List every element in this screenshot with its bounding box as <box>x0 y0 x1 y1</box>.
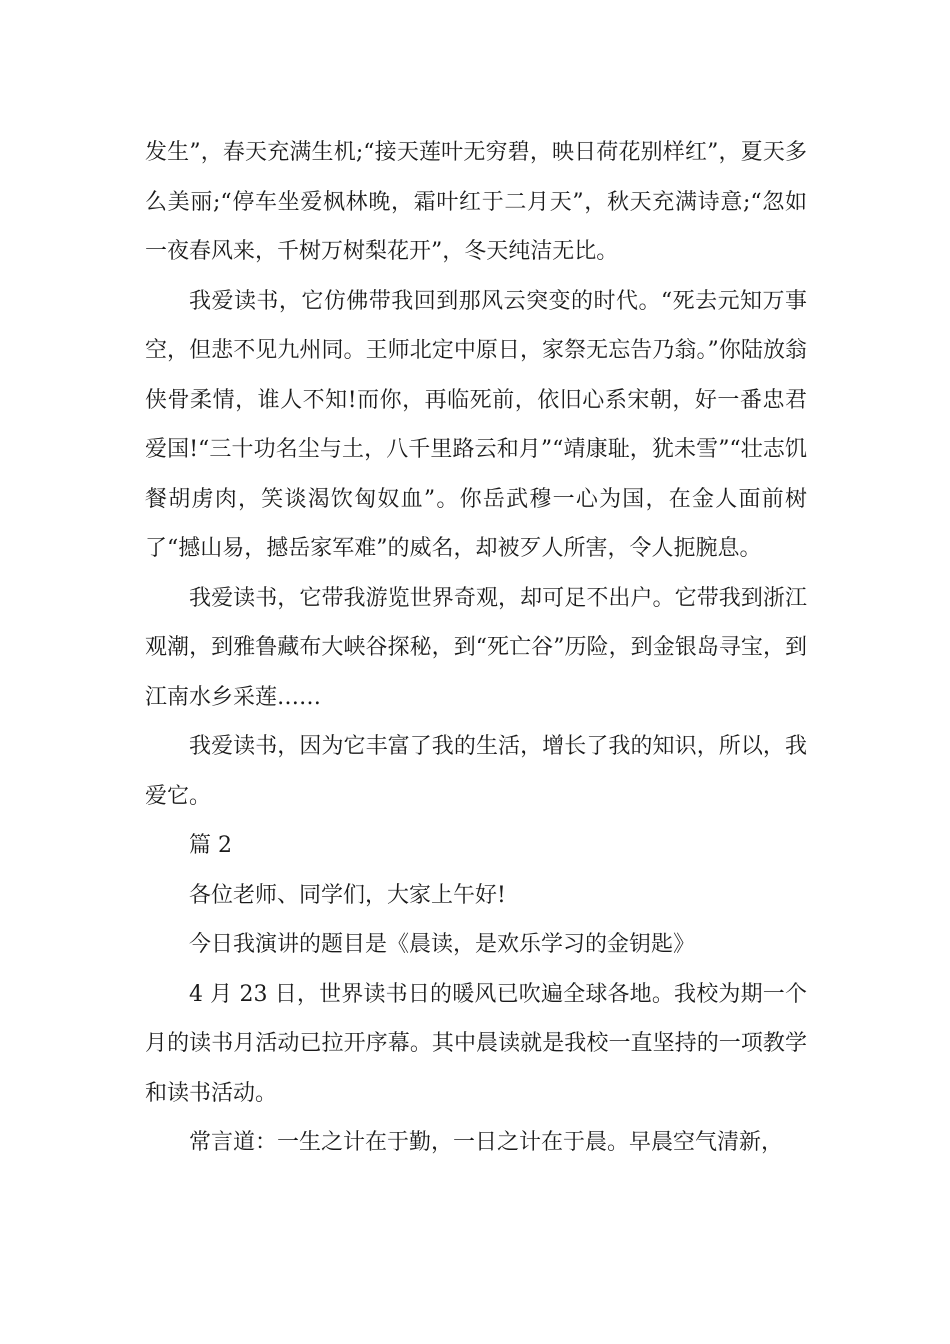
paragraph-speech-title: 今日我演讲的题目是《晨读，是欢乐学习的金钥匙》 <box>189 932 696 957</box>
document-body <box>145 128 807 1168</box>
paragraph-travel: 我爱读书，它带我游览世界奇观，却可足不出户。它带我到浙江观潮，到雅鲁藏布大峡谷探秘，到“死亡谷”历险，到金银岛寻宝，到江南水乡采莲…… <box>145 585 807 710</box>
paragraph-seasons-poems: 发生”，春天充满生机;“接天莲叶无穷碧，映日荷花别样红”，夏天多么美丽;“停车坐爱枫林晚，霜叶红于二月天”，秋天充满诗意;“忽如一夜春风来，千树万树梨花开”，冬天纯洁无比。 <box>145 140 807 264</box>
paragraph-world-book-day: 4 月 23 日，世界读书日的暖风已吹遍全球各地。我校为期一个月的读书月活动已拉开序幕。其中晨读就是我校一直坚持的一项教学和读书活动。 <box>145 981 807 1106</box>
paragraph-history: 我爱读书，它仿佛带我回到那风云突变的时代。“死去元知万事空，但悲不见九州同。王师北定中原日，家祭无忘告乃翁。”你陆放翁侠骨柔情，谁人不知!而你，再临死前，依旧心系宋朝，好一番忠君爱国!“三十功名尘与土，八千里路云和月”“靖康耻，犹未雪”“壮志饥餐胡虏肉，笑谈渴饮匈奴血”。你岳武穆一心为国，在金人面前树了“撼山易，撼岳家军难”的威名，却被歹人所害，令人扼腕息。 <box>145 288 807 561</box>
paragraph-greeting: 各位老师、同学们，大家上午好! <box>189 882 506 908</box>
paragraph-conclusion: 我爱读书，因为它丰富了我的生活，增长了我的知识，所以，我爱它。 <box>145 734 807 809</box>
section-heading: 篇 2 <box>189 833 232 858</box>
paragraph-morning-reading: 常言道：一生之计在于勤，一日之计在于晨。早晨空气清新， <box>189 1130 784 1155</box>
